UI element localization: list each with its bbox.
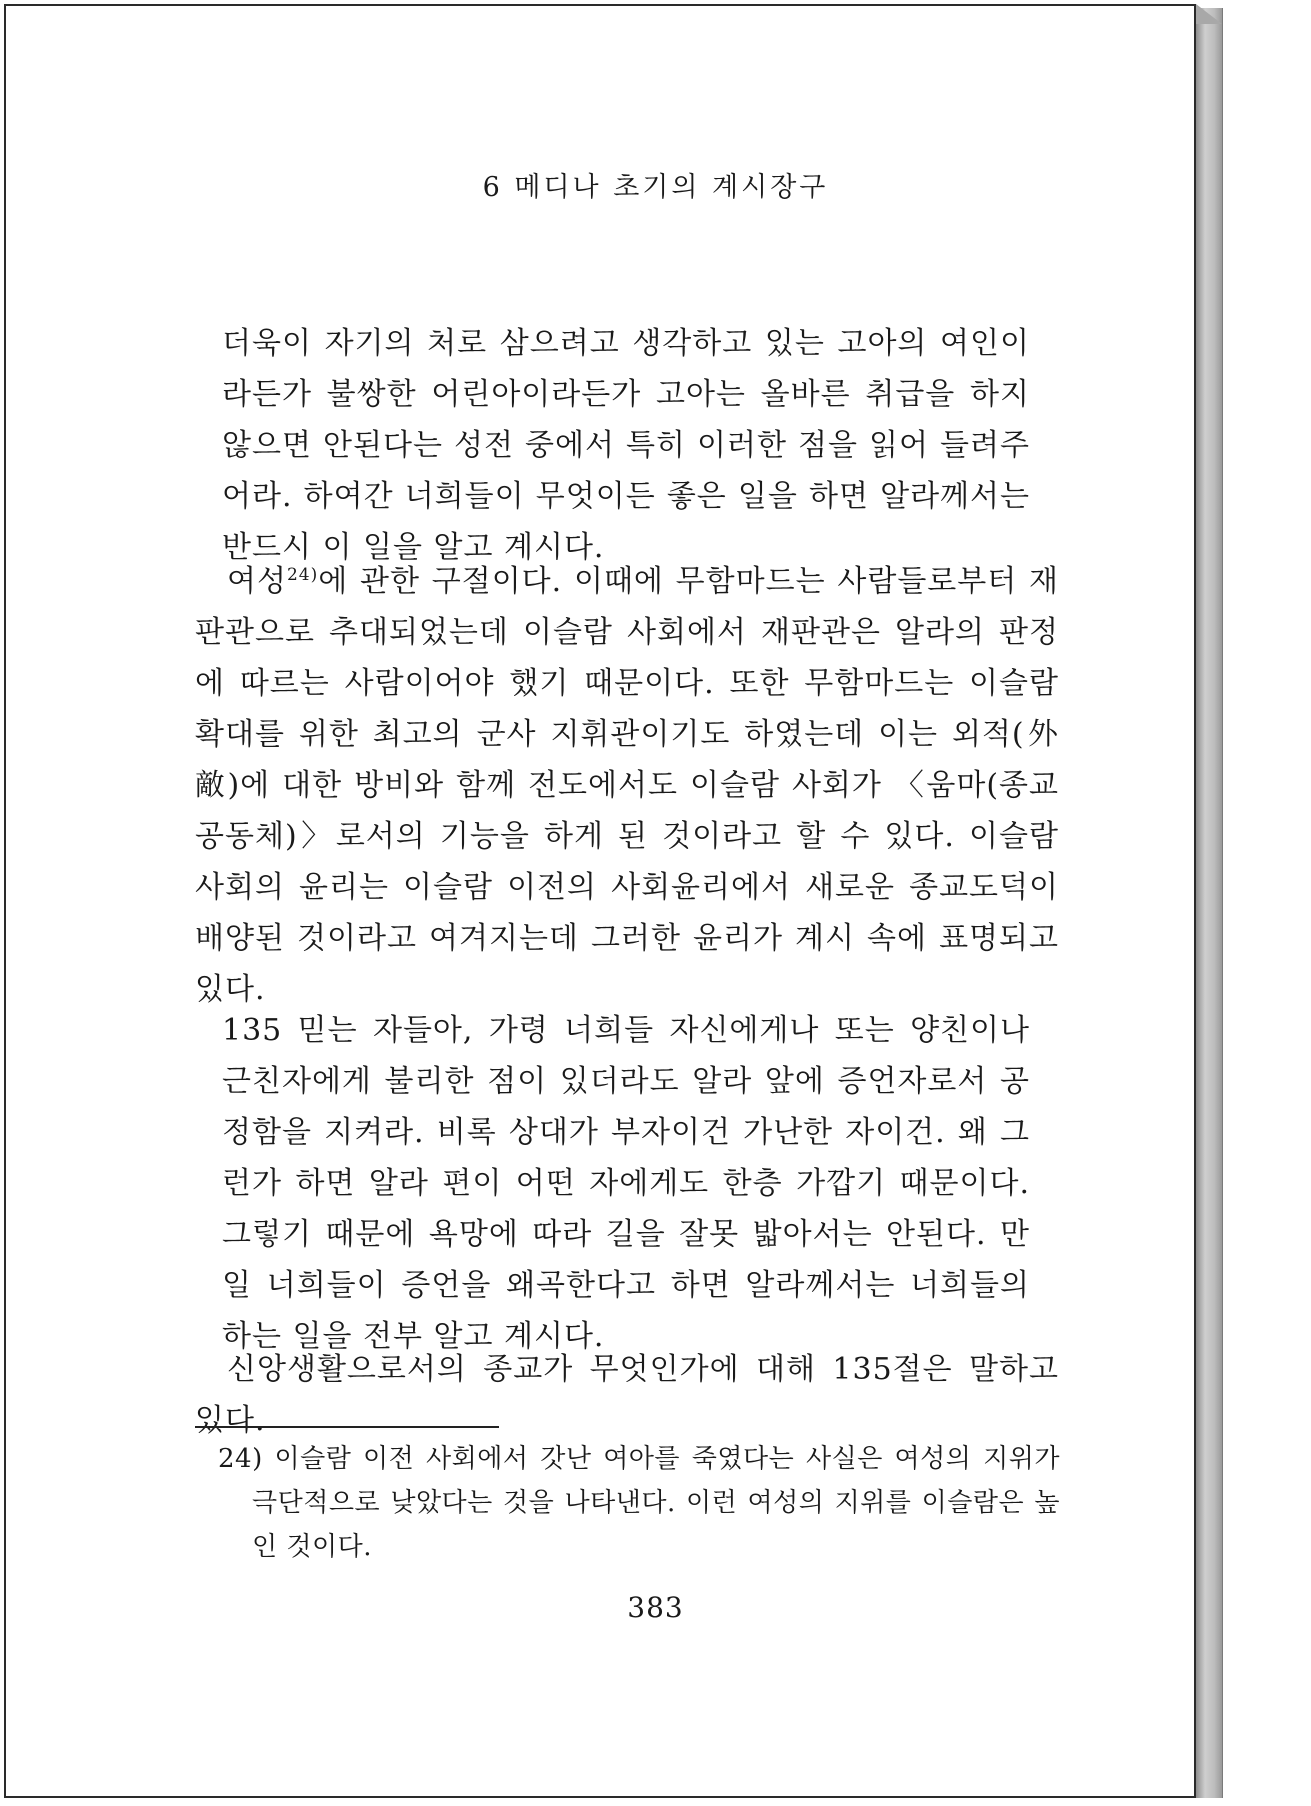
page-stack-edge: [1196, 8, 1223, 1798]
page-stack-corner: [1196, 4, 1222, 24]
body-paragraph-1-text: 에 관한 구절이다. 이때에 무함마드는 사람들로부터 재판관으로 추대되었는데 이슬람 사회에서 재판관은 알라의 판정에 따르는 사람이어야 했기 때문이다. 또한 무함마드는 이슬람 확대를 위한 최고의 군사 지휘관이기도 하였는데 이는 외적(外敵)에 대한 방비와 함께 전도에서도 이슬람 사회가 〈움마(종교공동체)〉로서의 기능을 하게 된 것이라고 할 수 있다. 이슬람 사회의 윤리는 이슬람 이전의 사회윤리에서 새로운 종교도덕이 배양된 것이라고 여겨지는데 그러한 윤리가 계시 속에 표명되고 있다.: [195, 564, 1059, 1007]
footnote-divider: [195, 1426, 499, 1428]
quote-verse-block-2: 135 믿는 자들아, 가령 너희들 자신에게나 또는 양친이나 근친자에게 불리한 점이 있더라도 알라 앞에 증언자로서 공정함을 지켜라. 비록 상대가 부자이건 가난한 자이건. 왜 그런가 하면 알라 편이 어떤 자에게도 한층 가깝기 때문이다. 그렇기 때문에 욕망에 따라 길을 잘못 밟아서는 안된다. 만일 너희들이 증언을 왜곡한다고 하면 알라께서는 너희들의 하는 일을 전부 알고 계시다.: [222, 1013, 1030, 1354]
footnote-reference[interactable]: 24): [286, 565, 319, 585]
page-number: 383: [627, 1591, 684, 1624]
body-paragraph-2: [195, 1344, 1059, 1446]
footnote-lead-text: 여성: [227, 564, 287, 599]
quote-verse-block-1: 더욱이 자기의 처로 삼으려고 생각하고 있는 고아의 여인이라든가 불쌍한 어린아이라든가 고아는 올바른 취급을 하지 않으면 안된다는 성전 중에서 특히 이러한 점을 읽어 들려주어라. 하여간 너희들이 무엇이든 좋은 일을 하면 알라께서는 반드시 이 일을 알고 계시다.: [222, 326, 1030, 565]
running-head: 6 메디나 초기의 계시장구: [482, 172, 829, 203]
body-paragraph-1: [195, 556, 1059, 1015]
footnote-24: 24) 이슬람 이전 사회에서 갓난 여아를 죽였다는 사실은 여성의 지위가 극단적으로 낮았다는 것을 나타낸다. 이런 여성의 지위를 이슬람은 높인 것이다.: [218, 1444, 1060, 1562]
body-paragraph-2-text: 신앙생활으로서의 종교가 무엇인가에 대해 135절은 말하고 있다.: [195, 1352, 1059, 1438]
